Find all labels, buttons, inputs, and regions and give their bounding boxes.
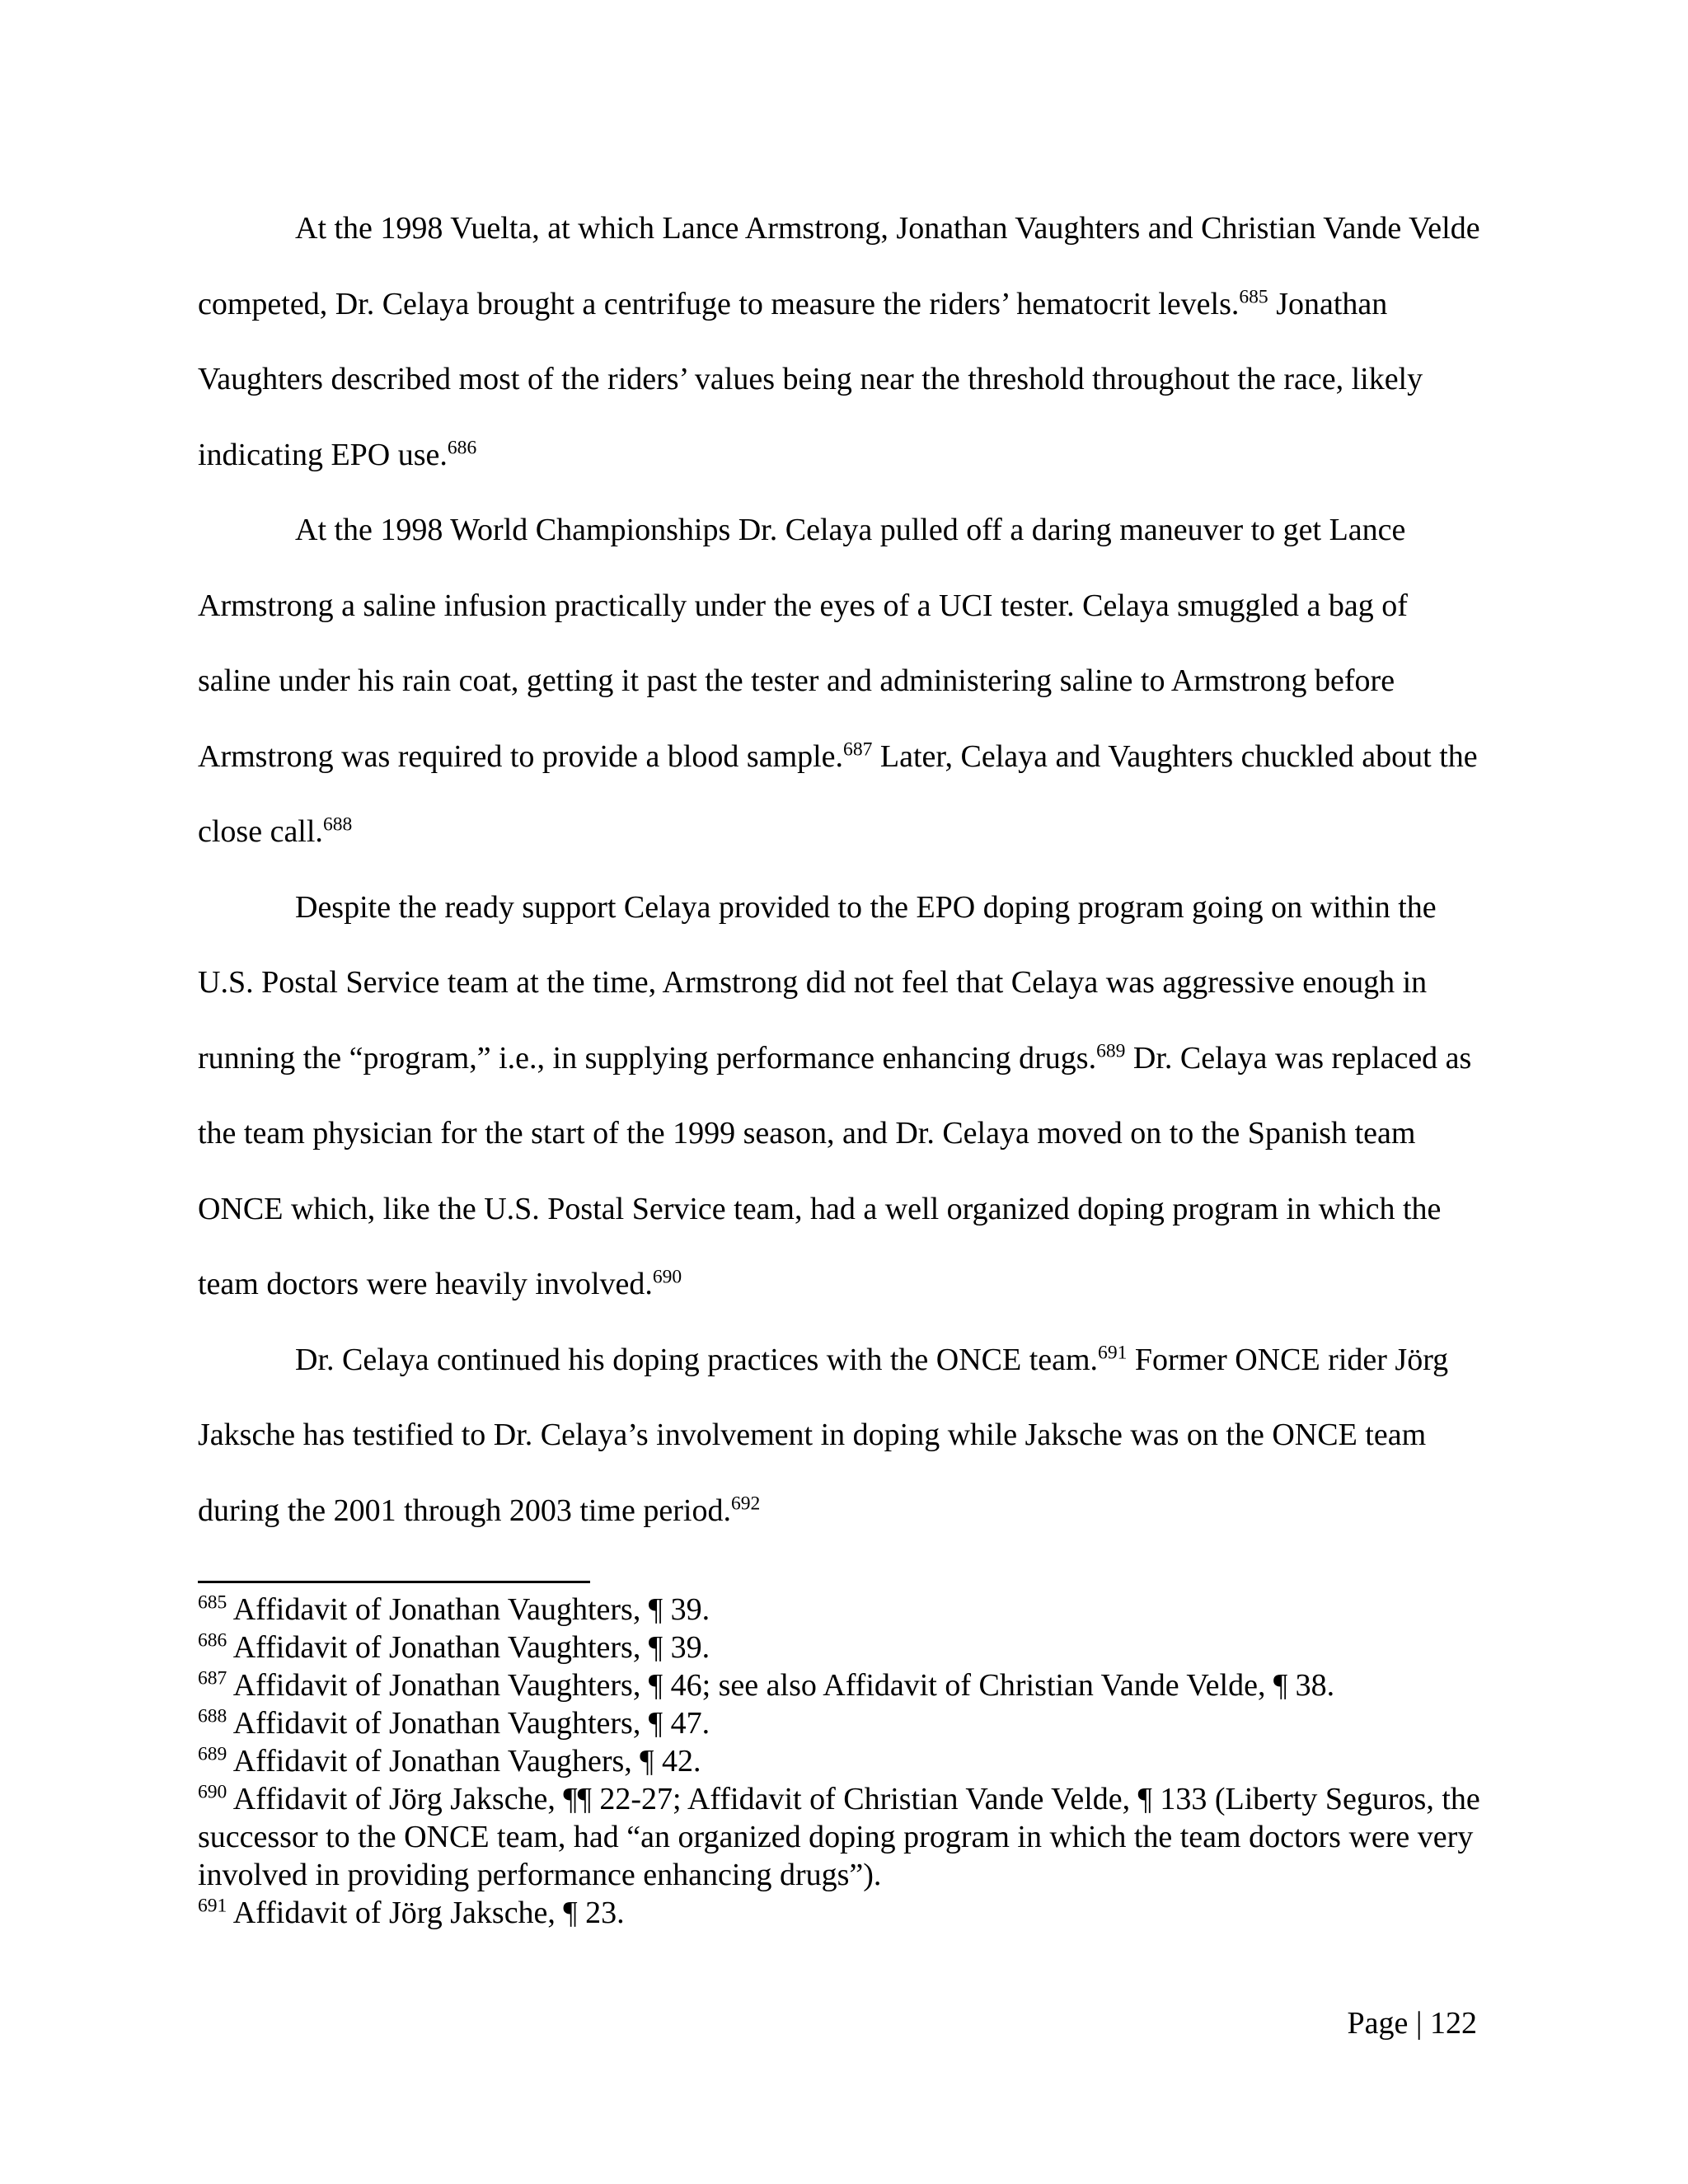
- footnote-ref[interactable]: 685: [1239, 285, 1268, 307]
- footnote-number: 689: [198, 1743, 227, 1765]
- footnote-number: 690: [198, 1781, 227, 1803]
- paragraph: [198, 1323, 1484, 1549]
- footnote-number: 691: [198, 1895, 227, 1917]
- footnote: [198, 1629, 1500, 1666]
- footnote: [198, 1742, 1500, 1780]
- paragraph-text: Dr. Celaya was replaced as the team physician for the start of the 1999 season, and Dr. Celaya moved on to the Spanish team ONCE which, like the U.S. Postal Service team, had a well organized doping program in which the team doctors were heavily involved.: [198, 1040, 1472, 1301]
- footnote: [198, 1591, 1500, 1629]
- paragraph-text: At the 1998 Vuelta, at which Lance Armstrong, Jonathan Vaughters and Christian Vande Velde competed, Dr. Celaya brought a centrifuge to measure the riders’ hematocrit levels.: [198, 211, 1480, 321]
- footnote-number: 685: [198, 1591, 227, 1614]
- footnote: [198, 1704, 1500, 1742]
- paragraph-text: Former ONCE rider Jörg Jaksche has testified to Dr. Celaya’s involvement in doping while Jaksche was on the ONCE team during the 2001 through 2003 time period.: [198, 1342, 1449, 1528]
- footnote-separator: [198, 1581, 590, 1583]
- footnote-text: Affidavit of Jörg Jaksche, ¶¶ 22-27; Affidavit of Christian Vande Velde, ¶ 133 (Liberty Seguros, the successor to the ONCE team, had “an organized doping program in which the team doctors were very involved in providing performance enhancing drugs”).: [198, 1782, 1480, 1892]
- footnote-ref[interactable]: 687: [843, 738, 873, 760]
- paragraph: [198, 493, 1484, 870]
- footnote-ref[interactable]: 692: [730, 1492, 761, 1514]
- paragraph-text: Jonathan Vaughters described most of the riders’ values being near the threshold throughout the race, likely indicating EPO use.: [198, 286, 1423, 472]
- footnote-ref[interactable]: 688: [322, 813, 353, 836]
- paragraph-text: Dr. Celaya continued his doping practices with the ONCE team.: [295, 1342, 1099, 1377]
- footnote-ref[interactable]: 690: [652, 1266, 682, 1288]
- paragraph-text: Despite the ready support Celaya provided to the EPO doping program going on within the U.S. Postal Service team at the time, Armstrong did not feel that Celaya was aggressive enough in running the “program,” i.e., in supplying performance enhancing drugs.: [198, 889, 1437, 1076]
- page-number: Page | 122: [1347, 2006, 1477, 2041]
- footnote-text: Affidavit of Jonathan Vaughters, ¶ 39.: [227, 1630, 710, 1665]
- footnote: [198, 1666, 1500, 1704]
- body-text: [198, 191, 1484, 1549]
- footnote-text: Affidavit of Jörg Jaksche, ¶ 23.: [227, 1896, 625, 1930]
- paragraph: [198, 870, 1484, 1323]
- footnote-ref[interactable]: 691: [1098, 1341, 1128, 1363]
- footnote-text: Affidavit of Jonathan Vaughers, ¶ 42.: [227, 1744, 701, 1779]
- footnote-text: Affidavit of Jonathan Vaughters, ¶ 46; see also Affidavit of Christian Vande Velde, ¶ 38.: [227, 1668, 1335, 1703]
- footnote-number: 686: [198, 1629, 227, 1652]
- paragraph-text: Later, Celaya and Vaughters chuckled about the close call.: [198, 738, 1478, 849]
- footnote-number: 687: [198, 1667, 227, 1690]
- footnote-ref[interactable]: 689: [1096, 1039, 1126, 1062]
- paragraph: [198, 191, 1484, 493]
- footnote: [198, 1894, 1500, 1932]
- footnote: [198, 1780, 1500, 1894]
- footnote-ref[interactable]: 686: [447, 436, 477, 458]
- footnote-number: 688: [198, 1705, 227, 1727]
- footnote-text: Affidavit of Jonathan Vaughters, ¶ 39.: [227, 1592, 710, 1627]
- footnote-text: Affidavit of Jonathan Vaughters, ¶ 47.: [227, 1706, 710, 1741]
- footnotes: [198, 1591, 1500, 1932]
- paragraph-text: At the 1998 World Championships Dr. Celaya pulled off a daring maneuver to get Lance Armstrong a saline infusion practically under the eyes of a UCI tester. Celaya smuggled a bag of saline under his rain coat, getting it past the tester and administering saline to Armstrong before Armstrong was required to provide a blood sample.: [198, 513, 1408, 774]
